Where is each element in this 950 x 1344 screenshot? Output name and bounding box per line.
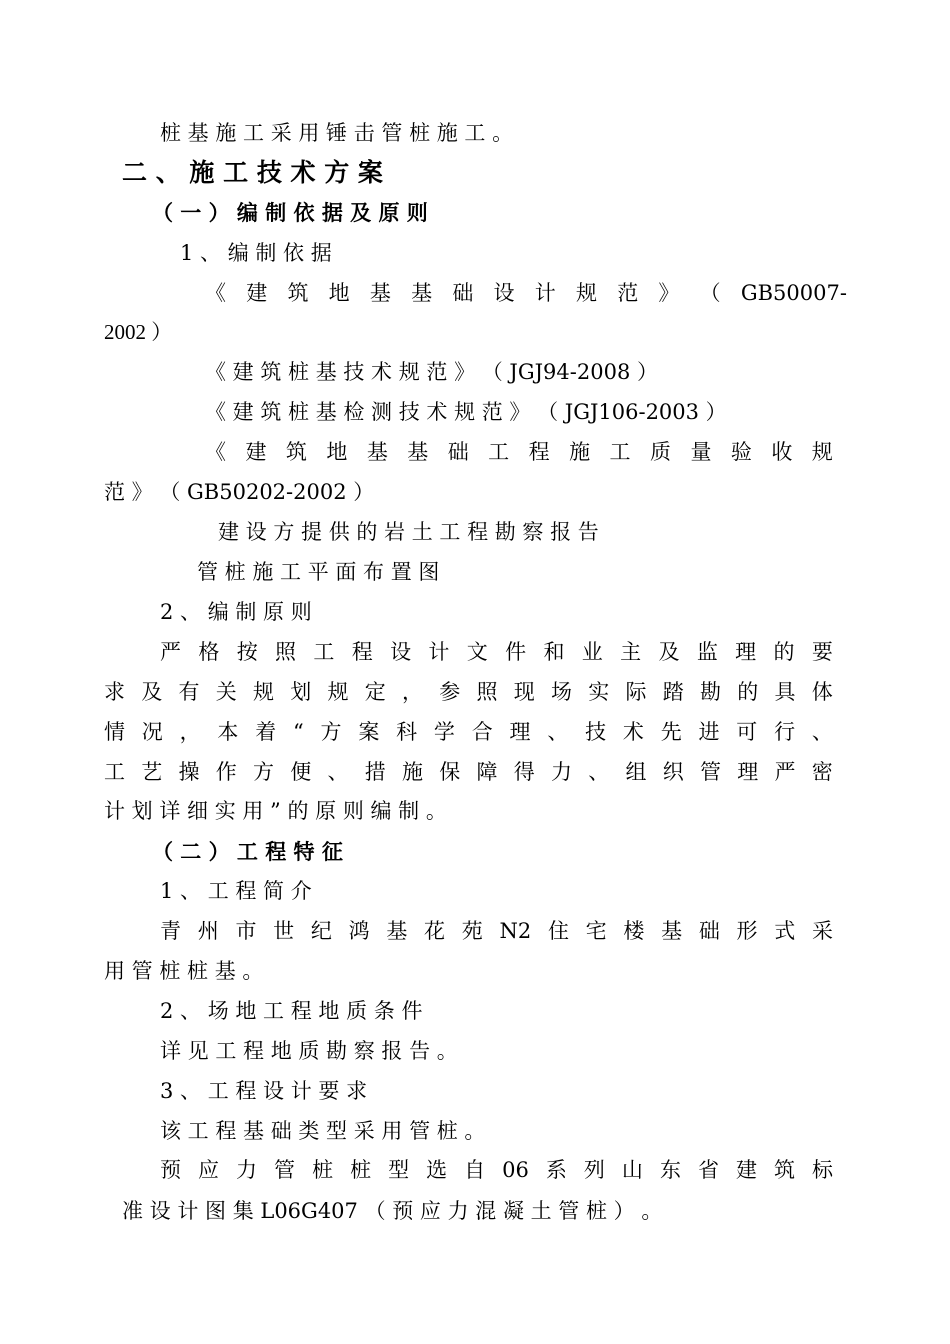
text-token: 按 [236, 640, 258, 664]
text-token: 础 [447, 440, 469, 464]
text-token: 施 [402, 760, 423, 784]
body-text-line: 用 管 桩 桩 基 。 [104, 959, 264, 983]
text-token: 列 [583, 1158, 605, 1182]
text-token: 体 [811, 680, 833, 704]
text-token: 保 [439, 760, 461, 784]
text-token: 规 [575, 281, 597, 305]
text-token: ， [179, 720, 201, 744]
subsection-heading: （ 二 ） 工 程 特 征 [152, 840, 343, 864]
body-text-line [104, 757, 833, 787]
text-token: 密 [811, 760, 833, 784]
item-heading: 2 、 场 地 工 程 地 质 条 件 [160, 999, 423, 1023]
text-token: 力 [551, 760, 572, 784]
text-token: ， [402, 680, 423, 704]
text-token: 定 [364, 680, 386, 704]
body-text-line: 准 设 计 图 集 L06G407 （ 预 应 力 混 凝 土 管 桩 ） 。 [122, 1199, 663, 1223]
text-token: 程 [528, 440, 550, 464]
text-token: 东 [659, 1158, 681, 1182]
reference-line [205, 278, 847, 308]
text-token: 技 [585, 720, 607, 744]
text-token: 基 [366, 440, 388, 464]
text-token: 现 [513, 680, 535, 704]
text-token: 合 [471, 720, 493, 744]
text-token: 采 [811, 919, 833, 943]
text-token: 山 [621, 1158, 643, 1182]
text-token: 本 [217, 720, 239, 744]
text-token: 形 [736, 919, 758, 943]
text-token: 基 [369, 281, 391, 305]
text-token: 进 [698, 720, 720, 744]
text-token: 标 [812, 1158, 833, 1182]
text-token: 地 [326, 440, 348, 464]
reference-line-continuation: 2002 ） [104, 320, 173, 344]
text-token: 业 [581, 640, 603, 664]
text-token: 省 [697, 1158, 719, 1182]
text-token: 严 [160, 640, 181, 664]
text-token: 应 [198, 1158, 220, 1182]
text-token: 收 [771, 440, 793, 464]
text-token: 桩 [350, 1158, 372, 1182]
text-token: 操 [178, 760, 200, 784]
body-text-line [160, 1155, 833, 1185]
text-token: 规 [811, 440, 833, 464]
text-token: 自 [464, 1158, 486, 1182]
reference-line: 管 桩 施 工 平 面 布 置 图 [197, 560, 440, 584]
text-token: 》 [658, 281, 680, 305]
text-token: 程 [351, 640, 373, 664]
text-token: 工 [488, 440, 510, 464]
text-token: 选 [426, 1158, 448, 1182]
text-token: 参 [439, 680, 461, 704]
text-token: “ [292, 720, 304, 744]
body-text-line [104, 717, 833, 747]
text-token: 苑 [461, 919, 483, 943]
body-text-line: 该 工 程 基 础 类 型 采 用 管 桩 。 [160, 1119, 486, 1143]
reference-line: 《 建 筑 桩 基 技 术 规 范 》 （ JGJ94-2008 ） [205, 360, 658, 384]
text-token: 方 [320, 720, 342, 744]
item-heading: 1 、 编 制 依 据 [180, 241, 332, 265]
text-token: 规 [253, 680, 274, 704]
reference-line: 建 设 方 提 供 的 岩 土 工 程 勘 察 报 告 [218, 520, 599, 544]
text-token: 际 [625, 680, 647, 704]
text-token: 障 [476, 760, 498, 784]
text-token: 建 [735, 1158, 757, 1182]
text-token: 勘 [700, 680, 721, 704]
text-token: 及 [141, 680, 163, 704]
text-token: 市 [235, 919, 257, 943]
body-text-line: 详 见 工 程 地 质 勘 察 报 告 。 [160, 1039, 458, 1063]
text-token: 设 [390, 640, 412, 664]
text-token: 住 [547, 919, 569, 943]
text-token: 、 [327, 760, 349, 784]
text-token: 纪 [310, 919, 332, 943]
reference-line: 《 建 筑 桩 基 检 测 技 术 规 范 》 （ JGJ106-2003 ） [205, 400, 727, 424]
text-token: 格 [198, 640, 220, 664]
text-token: 建 [245, 440, 267, 464]
section-heading: 二 、 施 工 技 术 方 案 [122, 158, 383, 187]
text-token: 可 [736, 720, 758, 744]
text-token: 织 [662, 760, 684, 784]
text-token: 基 [386, 919, 408, 943]
item-heading: 2 、 编 制 原 则 [160, 600, 312, 624]
text-token: （ [699, 281, 721, 305]
text-token: 《 [205, 281, 226, 305]
text-token: 计 [534, 281, 556, 305]
text-token: 基 [411, 281, 433, 305]
text-token: 科 [396, 720, 418, 744]
text-token: 有 [178, 680, 200, 704]
body-text-line [160, 916, 833, 946]
text-token: 主 [620, 640, 642, 664]
text-token: 案 [358, 720, 380, 744]
text-token: 件 [505, 640, 527, 664]
text-token: 和 [543, 640, 565, 664]
text-token: 措 [364, 760, 386, 784]
text-token: 青 [160, 919, 181, 943]
text-token: 监 [696, 640, 718, 664]
text-token: GB50007- [740, 281, 847, 305]
text-token: 得 [513, 760, 535, 784]
text-token: 场 [551, 680, 572, 704]
text-token: 础 [698, 919, 720, 943]
text-token: 计 [428, 640, 450, 664]
text-token: 础 [452, 281, 474, 305]
text-token: 质 [649, 440, 671, 464]
text-token: 作 [215, 760, 237, 784]
text-token: 预 [160, 1158, 181, 1182]
text-token: 要 [811, 640, 833, 664]
text-token: 的 [737, 680, 759, 704]
text-token: 、 [588, 760, 610, 784]
item-heading: 3 、 工 程 设 计 要 求 [160, 1079, 368, 1103]
text-token: 及 [658, 640, 680, 664]
text-token: 建 [246, 281, 268, 305]
text-token: 工 [609, 440, 631, 464]
text-token: 、 [811, 720, 833, 744]
text-token: 理 [737, 760, 759, 784]
text-token: 工 [313, 640, 335, 664]
text-token: 便 [290, 760, 312, 784]
text-token: 艺 [141, 760, 163, 784]
item-heading: 1 、 工 程 简 介 [160, 879, 312, 903]
text-token: 管 [274, 1158, 296, 1182]
text-token: 、 [547, 720, 569, 744]
text-token: 式 [774, 919, 796, 943]
text-token: 术 [622, 720, 644, 744]
text-token: 先 [660, 720, 682, 744]
text-token: 基 [407, 440, 429, 464]
text-token: 基 [661, 919, 683, 943]
text-token: 组 [625, 760, 647, 784]
text-token: 州 [197, 919, 219, 943]
text-token: 情 [104, 720, 125, 744]
text-token: 着 [255, 720, 277, 744]
text-token: 系 [545, 1158, 567, 1182]
text-token: 严 [774, 760, 796, 784]
text-token: 范 [617, 281, 639, 305]
text-token: 求 [104, 680, 125, 704]
text-token: 地 [328, 281, 350, 305]
text-token: 筑 [285, 440, 307, 464]
text-token: 施 [569, 440, 591, 464]
reference-line [205, 437, 833, 467]
text-token: 具 [774, 680, 796, 704]
body-text-line: 计 划 详 细 实 用 ” 的 原 则 编 制 。 [104, 799, 447, 823]
text-token: 划 [290, 680, 312, 704]
text-token: 管 [700, 760, 721, 784]
text-token: 世 [273, 919, 295, 943]
text-token: 型 [388, 1158, 410, 1182]
text-token: 筑 [287, 281, 309, 305]
text-token: 工 [104, 760, 125, 784]
text-token: 理 [509, 720, 531, 744]
text-token: 行 [774, 720, 796, 744]
body-text-line [104, 677, 833, 707]
text-token: 桩 [312, 1158, 334, 1182]
text-token: 照 [476, 680, 498, 704]
body-text-line [160, 637, 833, 667]
text-token: 方 [253, 760, 274, 784]
text-token: 《 [205, 440, 226, 464]
text-token: 关 [215, 680, 237, 704]
subsection-heading: （ 一 ） 编 制 依 据 及 原 则 [152, 201, 428, 225]
text-token: 验 [730, 440, 752, 464]
reference-line-continuation: 范 》 （ GB50202-2002 ） [104, 480, 375, 504]
text-token: 的 [773, 640, 795, 664]
text-token: 理 [735, 640, 757, 664]
text-token: 况 [141, 720, 163, 744]
text-token: 宅 [585, 919, 607, 943]
text-token: 06 [502, 1158, 529, 1182]
text-token: 踏 [662, 680, 684, 704]
text-token: 鸿 [348, 919, 370, 943]
text-token: 文 [466, 640, 488, 664]
text-token: 照 [275, 640, 297, 664]
text-token: 筑 [773, 1158, 795, 1182]
text-token: 花 [424, 919, 446, 943]
text-token: 楼 [623, 919, 645, 943]
text-token: 学 [433, 720, 455, 744]
text-token: 设 [493, 281, 515, 305]
text-token: 力 [236, 1158, 258, 1182]
text-token: 量 [690, 440, 712, 464]
text-token: 实 [588, 680, 610, 704]
body-text-line: 桩 基 施 工 采 用 锤 击 管 桩 施 工 。 [160, 121, 514, 145]
text-token: N2 [499, 919, 532, 943]
text-token: 规 [327, 680, 349, 704]
